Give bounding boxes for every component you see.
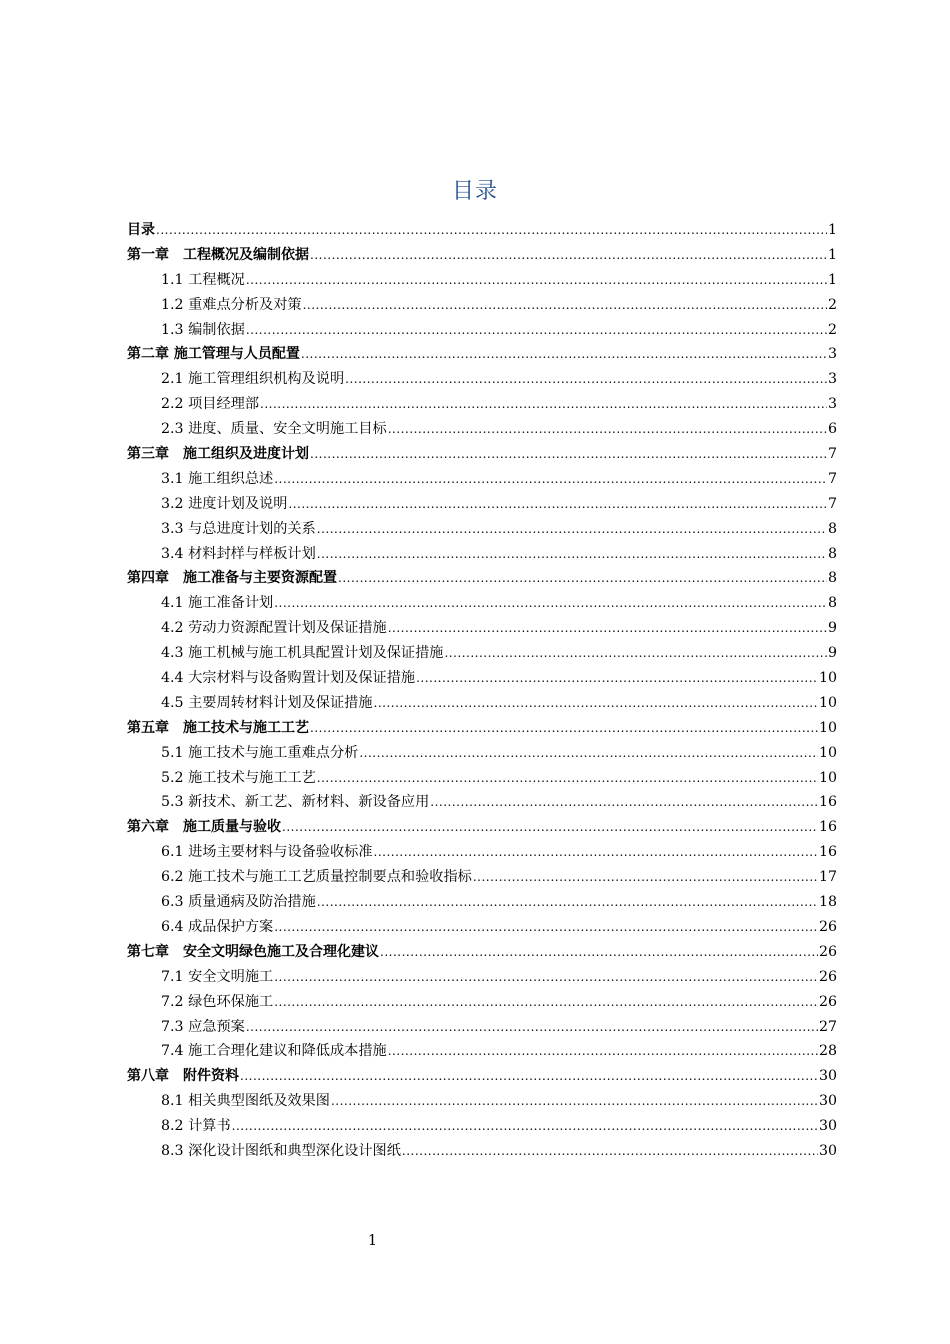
dot-leader xyxy=(444,641,827,666)
dot-leader xyxy=(380,940,818,965)
toc-entry-label: 目录 xyxy=(127,222,155,238)
toc-entry-label: 3.2 进度计划及说明 xyxy=(161,495,288,512)
toc-entry-label: 第四章 施工准备与主要资源配置 xyxy=(127,570,337,587)
toc-section-entry[interactable] xyxy=(127,1015,837,1040)
dot-leader xyxy=(331,1089,818,1114)
toc-entry-label: 7.1 安全文明施工 xyxy=(161,968,274,985)
toc-section-entry[interactable] xyxy=(127,1039,837,1064)
toc-section-entry[interactable] xyxy=(127,641,837,666)
toc-chapter-entry[interactable] xyxy=(127,716,837,741)
toc-entry-page: 2 xyxy=(827,296,837,313)
toc-entry-page: 18 xyxy=(818,894,837,911)
dot-leader xyxy=(388,417,827,442)
dot-leader xyxy=(317,766,818,791)
dot-leader xyxy=(301,342,827,367)
toc-entry-page: 28 xyxy=(818,1043,837,1060)
toc-entry-label: 第三章 施工组织及进度计划 xyxy=(127,446,309,463)
toc-entry-page: 7 xyxy=(827,446,837,463)
toc-section-entry[interactable] xyxy=(127,542,837,567)
toc-entry-page: 27 xyxy=(818,1018,837,1035)
toc-section-entry[interactable] xyxy=(127,691,837,716)
table-of-contents xyxy=(127,218,837,1164)
toc-entry-page: 6 xyxy=(827,421,837,438)
toc-entry-page: 10 xyxy=(818,744,837,761)
toc-section-entry[interactable] xyxy=(127,990,837,1015)
toc-entry-page: 2 xyxy=(827,321,837,338)
toc-entry-page: 26 xyxy=(818,993,837,1010)
toc-entry-label: 7.2 绿色环保施工 xyxy=(161,993,274,1010)
dot-leader xyxy=(246,268,827,293)
toc-entry-label: 3.4 材料封样与样板计划 xyxy=(161,545,316,562)
toc-chapter-entry[interactable] xyxy=(127,442,837,467)
toc-entry-page: 3 xyxy=(827,396,837,413)
toc-section-entry[interactable] xyxy=(127,616,837,641)
document-title: 目录 xyxy=(451,179,498,204)
toc-entry-label: 4.3 施工机械与施工机具配置计划及保证措施 xyxy=(161,645,444,662)
toc-entry-page: 26 xyxy=(818,968,837,985)
dot-leader xyxy=(274,965,818,990)
toc-section-entry[interactable] xyxy=(127,392,837,417)
toc-section-entry[interactable] xyxy=(127,268,837,293)
toc-entry-page: 7 xyxy=(827,470,837,487)
toc-section-entry[interactable] xyxy=(127,965,837,990)
dot-leader xyxy=(317,542,827,567)
toc-entry-page: 8 xyxy=(827,570,837,587)
toc-entry-page: 30 xyxy=(818,1093,837,1110)
toc-entry-label: 8.2 计算书 xyxy=(161,1118,231,1135)
toc-entry-page: 1 xyxy=(827,271,837,288)
dot-leader xyxy=(232,1114,818,1139)
toc-entry-label: 5.3 新技术、新工艺、新材料、新设备应用 xyxy=(161,794,430,811)
dot-leader xyxy=(246,1015,818,1040)
toc-entry-label: 1.1 工程概况 xyxy=(161,271,245,288)
dot-leader xyxy=(374,840,818,865)
dot-leader xyxy=(359,741,818,766)
toc-entry-label: 第八章 附件资料 xyxy=(127,1068,239,1085)
toc-entry-page: 10 xyxy=(818,670,837,687)
dot-leader xyxy=(317,890,818,915)
dot-leader xyxy=(303,293,827,318)
toc-section-entry[interactable] xyxy=(127,293,837,318)
toc-entry-page: 16 xyxy=(818,819,837,836)
dot-leader xyxy=(310,243,827,268)
toc-entry-page: 26 xyxy=(818,918,837,935)
toc-entry-label: 5.1 施工技术与施工重难点分析 xyxy=(161,744,359,761)
dot-leader xyxy=(402,1139,818,1164)
toc-section-entry[interactable] xyxy=(127,1114,837,1139)
toc-entry-label: 4.1 施工准备计划 xyxy=(161,595,274,612)
toc-section-entry[interactable] xyxy=(127,741,837,766)
toc-entry-label: 2.1 施工管理组织机构及说明 xyxy=(161,371,345,388)
dot-leader xyxy=(246,318,827,343)
toc-entry-label: 第五章 施工技术与施工工艺 xyxy=(127,719,309,736)
dot-leader xyxy=(156,218,827,243)
toc-entry-page: 9 xyxy=(827,645,837,662)
toc-entry-page: 8 xyxy=(827,595,837,612)
toc-entry-label: 7.4 施工合理化建议和降低成本措施 xyxy=(161,1043,387,1060)
toc-chapter-entry[interactable] xyxy=(127,815,837,840)
page-number: 1 xyxy=(367,1233,378,1249)
toc-entry-page: 10 xyxy=(818,694,837,711)
dot-leader xyxy=(274,591,827,616)
toc-entry-label: 7.3 应急预案 xyxy=(161,1018,245,1035)
toc-entry-label: 第六章 施工质量与验收 xyxy=(127,819,281,836)
toc-entry-label: 第一章 工程概况及编制依据 xyxy=(127,246,309,263)
toc-section-entry[interactable] xyxy=(127,517,837,542)
dot-leader xyxy=(288,492,827,517)
dot-leader xyxy=(240,1064,818,1089)
toc-chapter-entry[interactable] xyxy=(127,342,837,367)
toc-entry-page: 10 xyxy=(818,769,837,786)
toc-entry-page: 10 xyxy=(818,719,837,736)
dot-leader xyxy=(430,790,818,815)
toc-section-entry[interactable] xyxy=(127,766,837,791)
toc-chapter-entry[interactable] xyxy=(127,218,837,243)
toc-entry-page: 16 xyxy=(818,794,837,811)
dot-leader xyxy=(274,467,827,492)
toc-entry-label: 4.4 大宗材料与设备购置计划及保证措施 xyxy=(161,670,416,687)
dot-leader xyxy=(310,716,818,741)
toc-entry-page: 8 xyxy=(827,545,837,562)
toc-entry-page: 30 xyxy=(818,1068,837,1085)
toc-entry-page: 16 xyxy=(818,844,837,861)
toc-entry-label: 6.2 施工技术与施工工艺质量控制要点和验收指标 xyxy=(161,869,472,886)
toc-entry-label: 5.2 施工技术与施工工艺 xyxy=(161,769,316,786)
toc-entry-label: 3.1 施工组织总述 xyxy=(161,470,274,487)
toc-entry-label: 8.1 相关典型图纸及效果图 xyxy=(161,1093,330,1110)
toc-entry-label: 1.2 重难点分析及对策 xyxy=(161,296,302,313)
dot-leader xyxy=(338,566,827,591)
toc-entry-page: 17 xyxy=(818,869,837,886)
toc-section-entry[interactable] xyxy=(127,666,837,691)
toc-chapter-entry[interactable] xyxy=(127,566,837,591)
toc-section-entry[interactable] xyxy=(127,865,837,890)
toc-section-entry[interactable] xyxy=(127,492,837,517)
toc-entry-page: 1 xyxy=(827,222,837,238)
toc-section-entry[interactable] xyxy=(127,840,837,865)
toc-entry-label: 6.1 进场主要材料与设备验收标准 xyxy=(161,844,373,861)
dot-leader xyxy=(374,691,818,716)
toc-section-entry[interactable] xyxy=(127,915,837,940)
toc-entry-label: 6.3 质量通病及防治措施 xyxy=(161,894,316,911)
toc-section-entry[interactable] xyxy=(127,318,837,343)
dot-leader xyxy=(388,616,827,641)
dot-leader xyxy=(388,1039,818,1064)
dot-leader xyxy=(274,915,818,940)
dot-leader xyxy=(416,666,818,691)
toc-entry-label: 6.4 成品保护方案 xyxy=(161,918,274,935)
toc-entry-page: 30 xyxy=(818,1118,837,1135)
dot-leader xyxy=(345,367,827,392)
toc-entry-label: 第二章 施工管理与人员配置 xyxy=(127,346,300,363)
toc-section-entry[interactable] xyxy=(127,591,837,616)
toc-chapter-entry[interactable] xyxy=(127,243,837,268)
dot-leader xyxy=(317,517,827,542)
toc-section-entry[interactable] xyxy=(127,890,837,915)
toc-entry-label: 2.2 项目经理部 xyxy=(161,396,260,413)
toc-entry-label: 8.3 深化设计图纸和典型深化设计图纸 xyxy=(161,1142,401,1159)
toc-entry-page: 7 xyxy=(827,495,837,512)
dot-leader xyxy=(274,990,818,1015)
toc-entry-label: 2.3 进度、质量、安全文明施工目标 xyxy=(161,421,387,438)
dot-leader xyxy=(473,865,818,890)
toc-chapter-entry[interactable] xyxy=(127,940,837,965)
toc-section-entry[interactable] xyxy=(127,1089,837,1114)
toc-entry-page: 26 xyxy=(818,943,837,960)
toc-entry-page: 9 xyxy=(827,620,837,637)
toc-section-entry[interactable] xyxy=(127,417,837,442)
toc-entry-label: 1.3 编制依据 xyxy=(161,321,245,338)
toc-section-entry[interactable] xyxy=(127,367,837,392)
toc-entry-page: 30 xyxy=(818,1142,837,1159)
toc-entry-label: 4.5 主要周转材料计划及保证措施 xyxy=(161,694,373,711)
toc-entry-page: 3 xyxy=(827,371,837,388)
toc-entry-page: 1 xyxy=(827,246,837,263)
toc-entry-page: 3 xyxy=(827,346,837,363)
dot-leader xyxy=(260,392,827,417)
dot-leader xyxy=(282,815,818,840)
toc-chapter-entry[interactable] xyxy=(127,1064,837,1089)
dot-leader xyxy=(310,442,827,467)
toc-section-entry[interactable] xyxy=(127,467,837,492)
toc-entry-label: 3.3 与总进度计划的关系 xyxy=(161,520,316,537)
toc-entry-page: 8 xyxy=(827,520,837,537)
toc-section-entry[interactable] xyxy=(127,790,837,815)
toc-entry-label: 4.2 劳动力资源配置计划及保证措施 xyxy=(161,620,387,637)
toc-section-entry[interactable] xyxy=(127,1139,837,1164)
toc-entry-label: 第七章 安全文明绿色施工及合理化建议 xyxy=(127,943,379,960)
